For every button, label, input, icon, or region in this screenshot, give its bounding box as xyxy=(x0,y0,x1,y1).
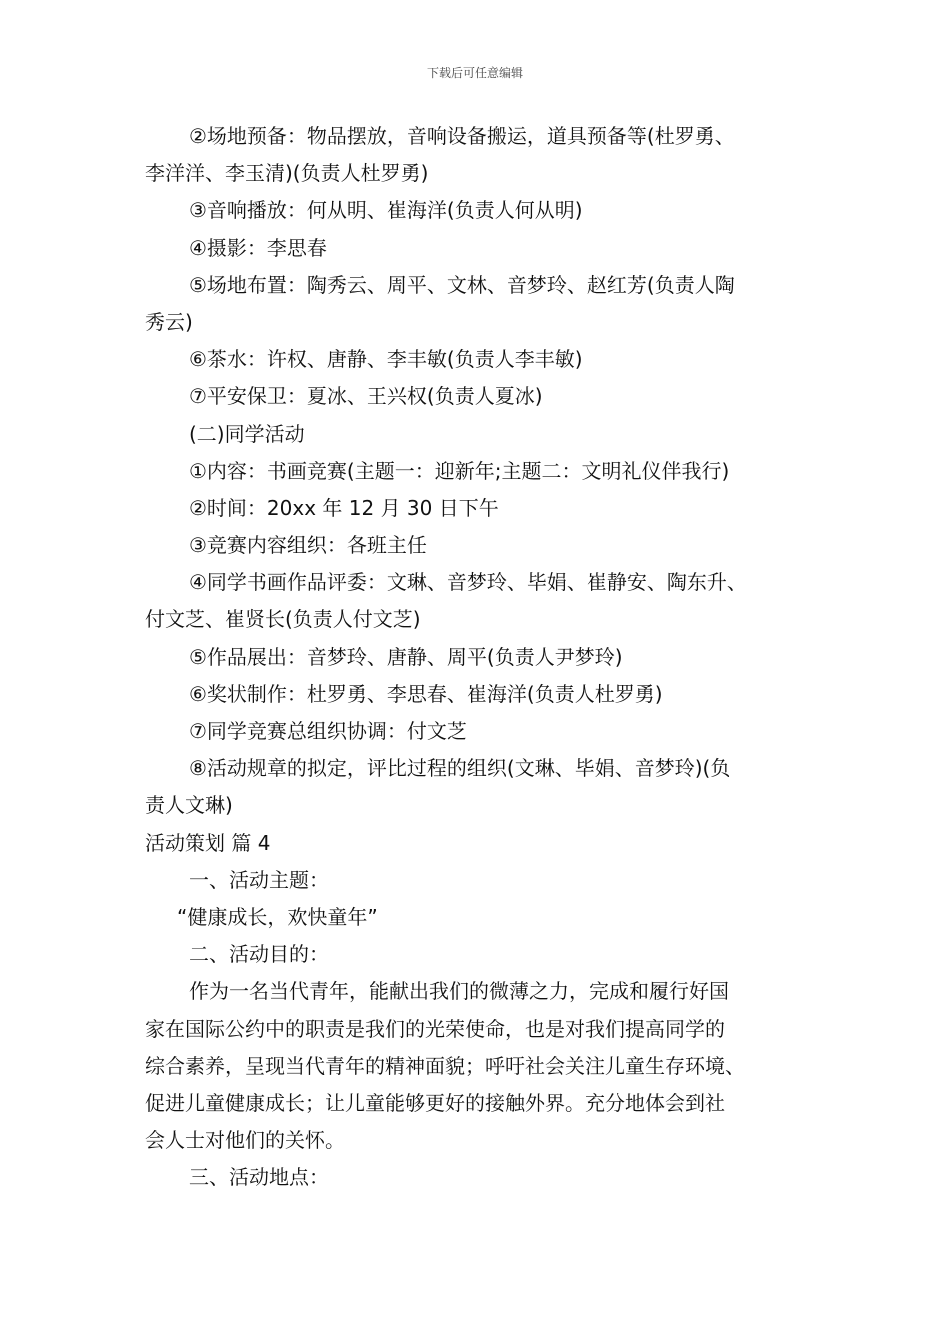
text-line: 付文芝、崔贤长(负责人付文芝) xyxy=(145,607,421,632)
text-line: ⑥奖状制作：杜罗勇、李思春、崔海洋(负责人杜罗勇) xyxy=(189,681,663,706)
section-heading: 二、活动目的： xyxy=(189,942,329,967)
text-line: ⑤场地布置：陶秀云、周平、文林、音梦玲、赵红芳(负责人陶 xyxy=(189,272,735,297)
paragraph-line: 综合素养，呈现当代青年的精神面貌；呼吁社会关注儿童生存环境、 xyxy=(145,1053,745,1078)
text-line: 秀云) xyxy=(145,309,193,334)
text-line: ④同学书画作品评委：文琳、音梦玲、毕娟、崔静安、陶东升、 xyxy=(189,570,747,595)
section-heading: 一、活动主题： xyxy=(189,867,329,892)
paragraph-line: 促进儿童健康成长；让儿童能够更好的接触外界。充分地体会到社 xyxy=(145,1090,725,1115)
section-heading: 三、活动地点： xyxy=(189,1165,329,1190)
text-line: ③音响播放：何从明、崔海洋(负责人何从明) xyxy=(189,198,583,223)
paragraph-line: 家在国际公约中的职责是我们的光荣使命，也是对我们提高同学的 xyxy=(145,1016,725,1041)
section-heading: (二)同学活动 xyxy=(189,421,305,446)
text-line: 李洋洋、李玉清)(负责人杜罗勇) xyxy=(145,161,429,186)
text-line: ④摄影：李思春 xyxy=(189,235,327,260)
text-line: ⑥茶水：许权、唐静、李丰敏(负责人李丰敏) xyxy=(189,347,583,372)
text-line: ②场地预备：物品摆放，音响设备搬运，道具预备等(杜罗勇、 xyxy=(189,124,735,148)
document-body xyxy=(145,118,817,1196)
paragraph-line: 会人士对他们的关怀。 xyxy=(145,1128,345,1153)
text-line: ⑦平安保卫：夏冰、王兴权(负责人夏冰) xyxy=(189,384,543,409)
text-line: ①内容：书画竞赛(主题一：迎新年;主题二：文明礼仪伴我行) xyxy=(189,458,730,483)
theme-quote: “健康成长，欢快童年” xyxy=(177,904,378,929)
page-header: 下载后可任意编辑 xyxy=(426,66,523,80)
text-line: ②时间：20xx 年 12 月 30 日下午 xyxy=(189,495,499,520)
text-line: ⑤作品展出：音梦玲、唐静、周平(负责人尹梦玲) xyxy=(189,644,623,669)
paragraph-line: 作为一名当代青年，能献出我们的微薄之力，完成和履行好国 xyxy=(189,979,729,1004)
text-line: ③竞赛内容组织：各班主任 xyxy=(189,533,427,558)
text-line: 责人文琳) xyxy=(145,793,233,818)
article-title: 活动策划 篇 4 xyxy=(145,830,271,855)
text-line: ⑦同学竞赛总组织协调：付文芝 xyxy=(189,719,467,743)
text-line: ⑧活动规章的拟定，评比过程的组织(文琳、毕娟、音梦玲)(负 xyxy=(189,756,731,781)
